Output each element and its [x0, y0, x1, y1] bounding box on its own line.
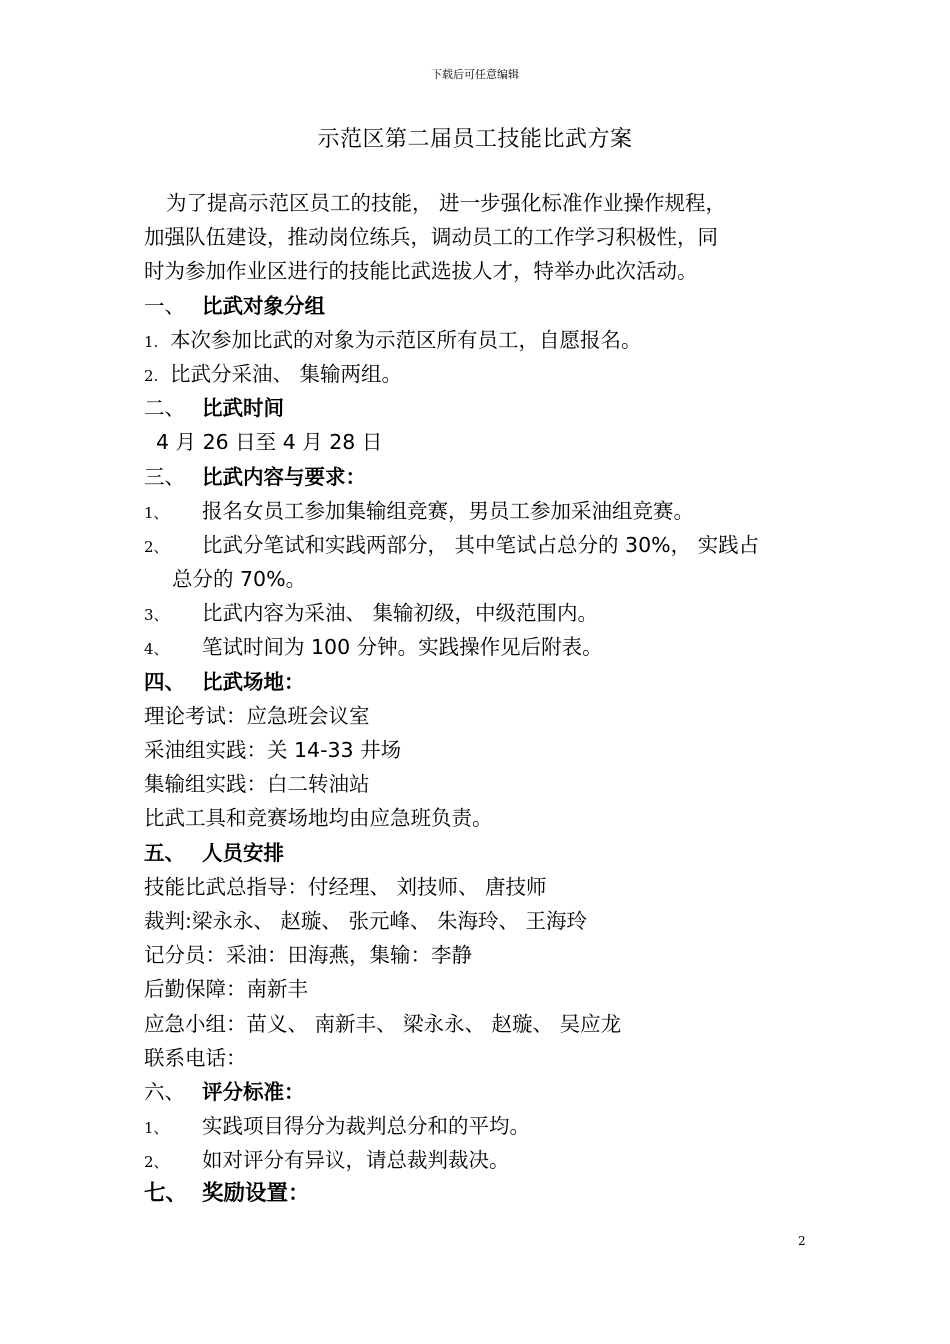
list-item	[144, 528, 810, 562]
page-number: 2	[798, 1234, 806, 1248]
item-number: 2、	[144, 537, 169, 556]
item-number: 3、	[144, 606, 169, 625]
staff-line: 裁判:梁永永、 赵璇、 张元峰、 朱海玲、 王海玲	[144, 908, 587, 933]
item-number: 2.	[144, 366, 159, 385]
section-heading	[144, 289, 810, 323]
venue-line: 比武工具和竞赛场地均由应急班负责。	[144, 806, 493, 831]
section-heading	[144, 1075, 810, 1109]
venue-line: 集输组实践：白二转油站	[144, 772, 370, 797]
document-body	[144, 186, 810, 1212]
document-title: 示范区第二届员工技能比武方案	[317, 127, 633, 152]
item-text: 比武内容为采油、 集输初级，中级范围内。	[202, 601, 599, 626]
section-title: 比武场地：	[202, 669, 305, 694]
list-item	[144, 494, 810, 528]
item-text: 笔试时间为 100 分钟。实践操作见后附表。	[202, 635, 603, 660]
section-number: 一、	[144, 293, 185, 318]
item-continuation: 总分的 70%。	[172, 567, 307, 592]
schedule-text: 4 月 26 日至 4 月 28 日	[156, 430, 383, 455]
section-number: 七、	[144, 1181, 188, 1207]
venue-line: 理论考试：应急班会议室	[144, 703, 370, 728]
section-heading	[144, 1177, 810, 1211]
list-item	[144, 1109, 810, 1143]
item-number: 1.	[144, 332, 159, 351]
intro-line: 为了提高示范区员工的技能， 进一步强化标准作业操作规程，	[166, 191, 727, 215]
list-item	[144, 1143, 810, 1177]
section-number: 二、	[144, 396, 185, 421]
item-number: 4、	[144, 640, 169, 659]
item-text: 报名女员工参加集输组竞赛，男员工参加采油组竞赛。	[202, 498, 694, 523]
section-title: 人员安排	[202, 840, 284, 865]
item-text: 比武分笔试和实践两部分， 其中笔试占总分的 30%， 实践占	[202, 532, 760, 557]
list-item	[144, 357, 810, 391]
staff-line: 技能比武总指导：付经理、 刘技师、 唐技师	[144, 874, 547, 899]
section-heading	[144, 391, 810, 425]
item-text: 实践项目得分为裁判总分和的平均。	[202, 1114, 530, 1139]
item-text: 本次参加比武的对象为示范区所有员工，自愿报名。	[170, 327, 642, 352]
list-item	[144, 596, 810, 630]
item-text: 比武分采油、 集输两组。	[170, 361, 403, 386]
venue-line: 采油组实践：关 14-33 井场	[144, 738, 402, 762]
section-title: 奖励设置：	[202, 1181, 310, 1207]
header-note: 下载后可任意编辑	[431, 68, 519, 81]
section-title: 比武对象分组	[202, 293, 325, 318]
staff-line: 记分员：采油：田海燕，集输：李静	[144, 943, 472, 968]
staff-line: 应急小组：苗义、 南新丰、 梁永永、 赵璇、 吴应龙	[144, 1011, 622, 1036]
section-heading	[144, 836, 810, 870]
item-number: 2、	[144, 1153, 169, 1172]
section-number: 五、	[144, 840, 185, 865]
section-number: 六、	[144, 1079, 185, 1104]
staff-line: 后勤保障：南新丰	[144, 977, 308, 1002]
section-heading	[144, 665, 810, 699]
item-number: 1、	[144, 503, 169, 522]
list-item	[144, 630, 810, 664]
section-title: 比武内容与要求：	[202, 464, 366, 489]
section-heading	[144, 460, 810, 494]
item-text: 如对评分有异议，请总裁判裁决。	[202, 1148, 510, 1173]
intro-line: 时为参加作业区进行的技能比武选拔人才，特举办此次活动。	[144, 259, 698, 284]
list-item	[144, 323, 810, 357]
intro-line: 加强队伍建设，推动岗位练兵，调动员工的工作学习积极性，同	[144, 225, 718, 250]
section-number: 四、	[144, 669, 185, 694]
section-title: 评分标准：	[202, 1079, 305, 1104]
section-title: 比武时间	[202, 396, 284, 421]
staff-line: 联系电话：	[144, 1045, 247, 1070]
section-number: 三、	[144, 464, 185, 489]
item-number: 1、	[144, 1119, 169, 1138]
